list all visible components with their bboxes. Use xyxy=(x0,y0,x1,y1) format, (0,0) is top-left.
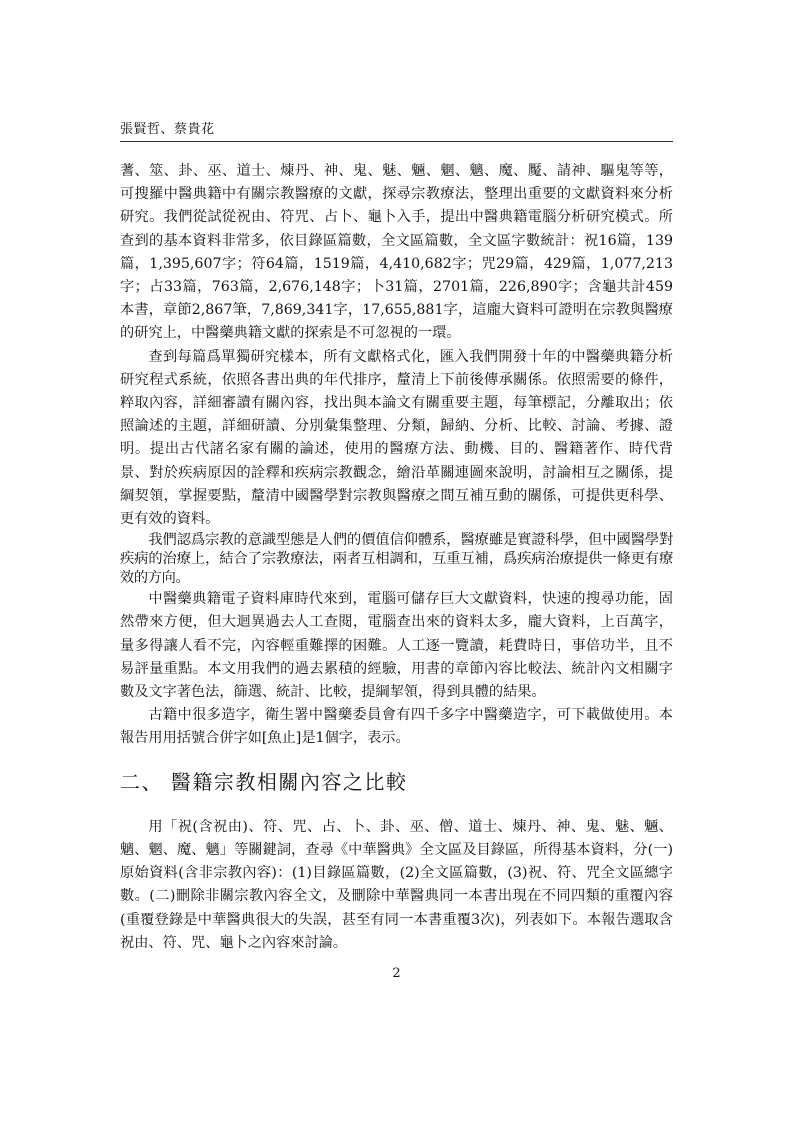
running-header-authors: 張賢哲、蔡貴花 xyxy=(120,118,673,142)
paragraph-5: 古籍中很多造字，衛生署中醫藥委員會有四千多字中醫藥造字，可下載做使用。本報告用用括號合併字如[魚止]是1個字，表示。 xyxy=(120,707,673,747)
paragraph-2: 查到每篇爲單獨研究樣本，所有文獻格式化，匯入我們開發十年的中醫藥典籍分析研究程式系統，依照各書出典的年代排序，釐清上下前後傳承關係。依照需要的條件，粹取內容，詳細審讀有關內容，找出與本論文有關重要主題，每筆標記，分離取出；依照論述的主題，詳細研讀、分別彙集整理、分類，歸納、分析、比較、討論、考據、證明。提出古代諸名家有關的論述，使用的醫療方法、動機、目的、醫籍著作、時代背景、對於疾病原因的詮釋和疾病宗教觀念，繪沿革關連圖來說明，討論相互之關係，提綱契領，掌握要點，釐清中國醫學對宗教與醫療之間互補互動的關係，可提供更科學、更有效的資料。 xyxy=(120,348,673,528)
paragraph-1: 蓍、筮、卦、巫、道士、煉丹、神、鬼、魅、魎、魍、魑、魔、魘、請神、驅鬼等等，可搜羅中醫典籍中有關宗教醫療的文獻，探尋宗教療法，整理出重要的文獻資料來分析研究。我們從試從祝由、符咒、占卜、龜卜入手，提出中醫典籍電腦分析研究模式。所查到的基本資料非常多，依目錄區篇數，全文區篇數，全文區字數統計：祝16篇，139篇，1,395,607字；符64篇，1519篇，4,410,682字；咒29篇，429篇，1,077,213字；占33篇，763篇，2,676,148字；卜31篇，2701篇，226,890字；含龜共計459本書，章節2,867筆，7,869,341字，17,655,881字，這龐大資料可證明在宗教與醫療的研究上，中醫藥典籍文獻的探索是不可忽視的一環。 xyxy=(120,163,673,342)
body-text xyxy=(120,160,673,955)
section-paragraph: 用「祝(含祝由)、符、咒、占、卜、卦、巫、僧、道士、煉丹、神、鬼、魅、魎、魑、魍、魔、魑」等關鍵詞，查尋《中華醫典》全文區及目錄區，所得基本資料，分(一) 原始資料(含非宗教內容)：(1)目錄區篇數，(2)全文區篇數，(3)祝、符、咒全文區總字數。(二)刪除非關宗教內容全文，及刪除中華醫典同一本書出現在不同四類的重覆內容(重覆登錄是中華醫典很大的失誤，甚至有同一本書重覆3次)，列表如下。本報告選取含祝由、符、咒、龜卜之內容來討論。 xyxy=(120,818,673,951)
page-number: 2 xyxy=(392,966,401,981)
paragraph-3: 我們認爲宗教的意識型態是人們的價值信仰體系，醫療雖是實證科學，但中國醫學對疾病的治療上，結合了宗教療法，兩者互相調和，互重互補，爲疾病治療提供一條更有療效的方向。 xyxy=(120,532,673,587)
paragraph-4: 中醫藥典籍電子資料庫時代來到，電腦可儲存巨大文獻資料，快速的搜尋功能，固然帶來方便，但大迴異過去人工查閱，電腦查出來的資料太多，龐大資料，上百萬字，量多得讓人看不完，內容輕重難擇的困難。人工逐一覽讀，耗費時日，事倍功半，且不易評量重點。本文用我們的過去累積的經驗，用書的章節內容比較法、統計內文相關字數及文字著色法，篩選、統計、比較，提綱挈領，得到具體的結果。 xyxy=(120,591,673,701)
section-heading: 二、 醫籍宗教相關內容之比較 xyxy=(120,769,408,794)
